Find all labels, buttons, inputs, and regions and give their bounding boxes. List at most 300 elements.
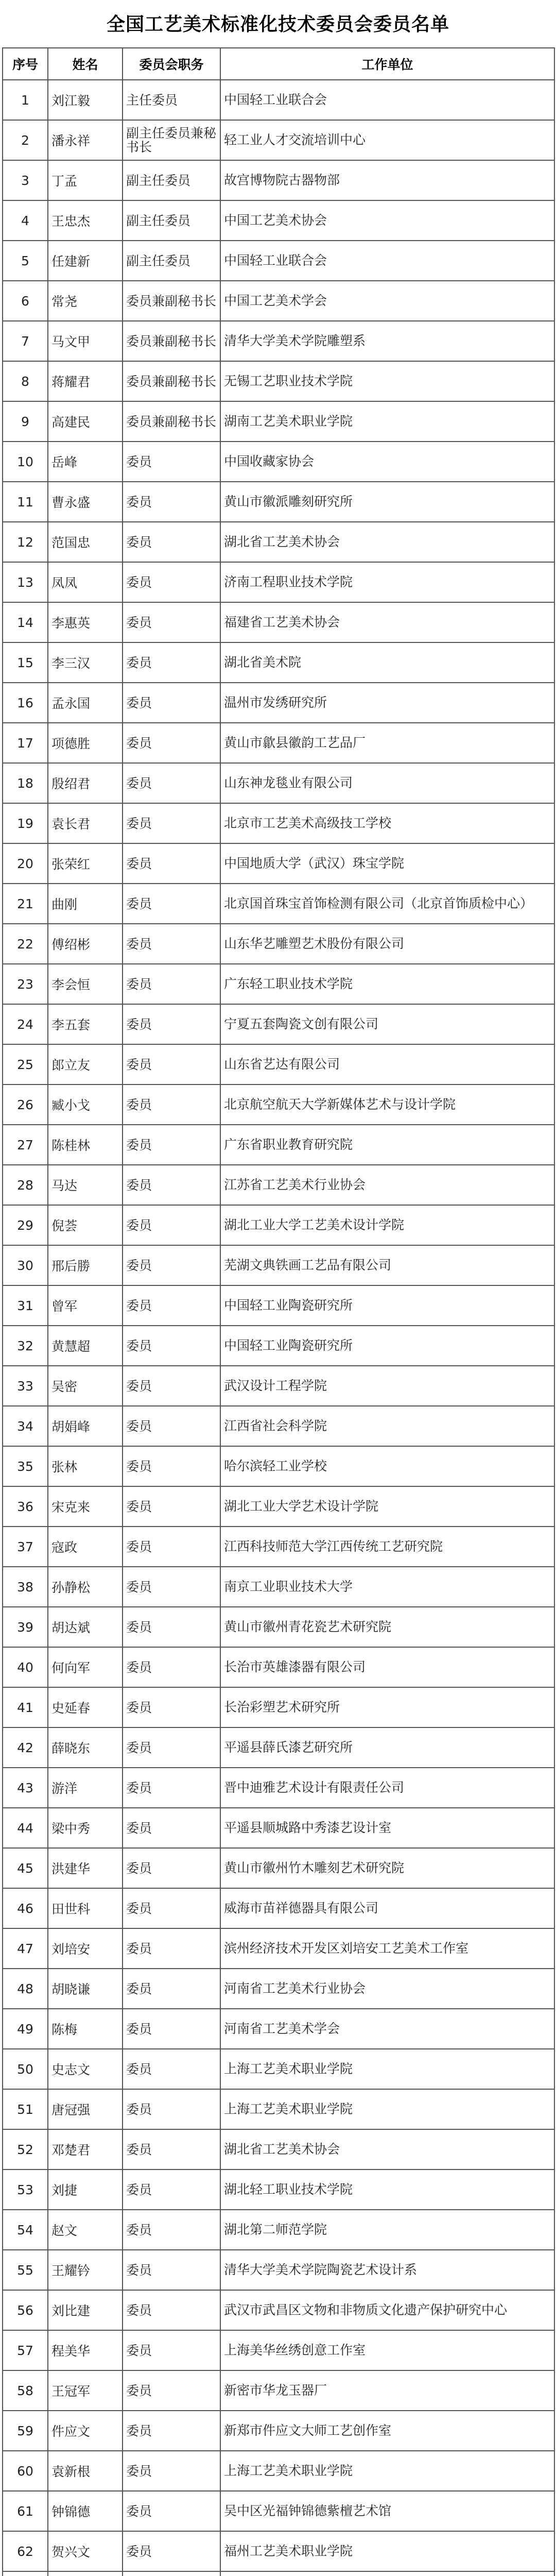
member-organization: 南京工业职业技术大学 xyxy=(220,1567,554,1607)
member-role: 委员 xyxy=(123,2370,220,2411)
member-organization: 湖北第二师范学院 xyxy=(220,2210,554,2250)
table-header xyxy=(3,48,554,80)
member-name: 潘永祥 xyxy=(48,120,123,160)
member-organization: 福建省工艺美术协会 xyxy=(220,602,554,642)
member-role: 委员 xyxy=(123,1165,220,1205)
member-role: 委员 xyxy=(123,2089,220,2129)
member-name: 郎立友 xyxy=(48,1044,123,1084)
member-role: 委员 xyxy=(123,1647,220,1687)
member-number: 52 xyxy=(3,2129,48,2170)
member-role: 副主任委员 xyxy=(123,241,220,281)
table-row xyxy=(3,1607,554,1647)
member-organization: 黄山市徽州青花瓷艺术研究院 xyxy=(220,1607,554,1647)
member-role: 副主任委员兼秘书长 xyxy=(123,120,220,160)
table-row xyxy=(3,2411,554,2451)
member-name: 李惠英 xyxy=(48,602,123,642)
member-organization: 中国工艺美术学会 xyxy=(220,281,554,321)
member-name: 高建民 xyxy=(48,401,123,442)
table-body xyxy=(3,80,554,2576)
member-name: 刘捷 xyxy=(48,2170,123,2210)
table-row xyxy=(3,1004,554,1044)
member-role: 委员 xyxy=(123,1406,220,1446)
member-role: 委员兼副秘书长 xyxy=(123,321,220,361)
table-row xyxy=(3,1125,554,1165)
table-row xyxy=(3,1366,554,1406)
member-role: 委员 xyxy=(123,1928,220,1969)
member-name: 何向军 xyxy=(48,1647,123,1687)
member-organization: 中国工艺美术协会 xyxy=(220,200,554,241)
member-name: 贺兴文 xyxy=(48,2531,123,2571)
member-role: 委员 xyxy=(123,723,220,763)
member-role: 委员 xyxy=(123,1004,220,1044)
member-organization: 山东省艺达有限公司 xyxy=(220,1044,554,1084)
member-name: 傅绍彬 xyxy=(48,924,123,964)
member-number: 11 xyxy=(3,482,48,522)
member-role: 委员 xyxy=(123,442,220,482)
header-row xyxy=(3,48,554,80)
table-row xyxy=(3,1406,554,1446)
member-organization: 长治彩塑艺术研究所 xyxy=(220,1687,554,1727)
member-name: 蒋耀君 xyxy=(48,361,123,401)
member-number: 14 xyxy=(3,602,48,642)
member-organization: 晋中迪雅艺术设计有限责任公司 xyxy=(220,1768,554,1808)
member-number: 26 xyxy=(3,1084,48,1125)
member-name: 陈梅 xyxy=(48,2009,123,2049)
member-organization: 新密市华龙玉器厂 xyxy=(220,2370,554,2411)
member-number: 54 xyxy=(3,2210,48,2250)
member-name: 胡娟峰 xyxy=(48,1406,123,1446)
member-organization xyxy=(220,2571,554,2576)
member-name: 殷绍君 xyxy=(48,763,123,803)
member-name: 胡达斌 xyxy=(48,1607,123,1647)
member-organization: 上海工艺美术职业学院 xyxy=(220,2089,554,2129)
member-role: 委员 xyxy=(123,1486,220,1527)
member-number: 51 xyxy=(3,2089,48,2129)
member-number: 53 xyxy=(3,2170,48,2210)
member-name: 唐冠强 xyxy=(48,2089,123,2129)
member-name: 刘培安 xyxy=(48,1928,123,1969)
member-name: 张荣红 xyxy=(48,843,123,884)
member-role: 委员 xyxy=(123,1808,220,1848)
table-row xyxy=(3,2451,554,2491)
member-organization: 中国轻工业联合会 xyxy=(220,241,554,281)
member-number: 39 xyxy=(3,1607,48,1647)
table-row xyxy=(3,1044,554,1084)
member-number: 41 xyxy=(3,1687,48,1727)
member-number: 17 xyxy=(3,723,48,763)
table-row xyxy=(3,1848,554,1888)
member-organization: 江苏省工艺美术行业协会 xyxy=(220,1165,554,1205)
table-row xyxy=(3,2170,554,2210)
member-name: 孙静松 xyxy=(48,1567,123,1607)
table-row xyxy=(3,2250,554,2290)
member-name: 件应文 xyxy=(48,2411,123,2451)
table-row xyxy=(3,2330,554,2370)
member-role: 主任委员 xyxy=(123,80,220,120)
member-role: 委员 xyxy=(123,1285,220,1326)
member-role: 委员 xyxy=(123,2250,220,2290)
member-role: 委员 xyxy=(123,602,220,642)
member-organization: 滨州经济技术开发区刘培安工艺美术工作室 xyxy=(220,1928,554,1969)
member-number: 38 xyxy=(3,1567,48,1607)
member-role: 委员 xyxy=(123,2411,220,2451)
table-row xyxy=(3,763,554,803)
member-number: 50 xyxy=(3,2049,48,2089)
table-row xyxy=(3,1205,554,1245)
member-number: 2 xyxy=(3,120,48,160)
member-organization: 武汉设计工程学院 xyxy=(220,1366,554,1406)
member-role: 委员兼副秘书长 xyxy=(123,401,220,442)
member-organization: 芜湖文典铁画工艺品有限公司 xyxy=(220,1245,554,1285)
member-number: 7 xyxy=(3,321,48,361)
member-number: 31 xyxy=(3,1285,48,1326)
table-row xyxy=(3,2571,554,2576)
member-organization: 平遥县顺城路中秀漆艺设计室 xyxy=(220,1808,554,1848)
member-organization: 湖北工业大学工艺美术设计学院 xyxy=(220,1205,554,1245)
member-number: 27 xyxy=(3,1125,48,1165)
member-number: 33 xyxy=(3,1366,48,1406)
member-organization: 湖北省工艺美术协会 xyxy=(220,2129,554,2170)
table-row xyxy=(3,642,554,683)
table-row xyxy=(3,2491,554,2531)
member-number: 62 xyxy=(3,2531,48,2571)
member-name: 胡晓谦 xyxy=(48,1969,123,2009)
member-role: 副主任委员 xyxy=(123,160,220,200)
member-organization: 河南省工艺美术行业协会 xyxy=(220,1969,554,2009)
member-name: 刘比建 xyxy=(48,2290,123,2330)
member-role: 委员 xyxy=(123,562,220,602)
header-role: 委员会职务 xyxy=(123,48,220,80)
member-role: 委员兼副秘书长 xyxy=(123,361,220,401)
table-row xyxy=(3,1446,554,1486)
member-name: 王耀钤 xyxy=(48,2250,123,2290)
table-row xyxy=(3,723,554,763)
header-name: 姓名 xyxy=(48,48,123,80)
member-name: 张林 xyxy=(48,1446,123,1486)
member-number: 6 xyxy=(3,281,48,321)
table-row xyxy=(3,80,554,120)
member-name: 黄慧超 xyxy=(48,1326,123,1366)
member-role: 委员 xyxy=(123,683,220,723)
member-role: 委员 xyxy=(123,2531,220,2571)
table-row xyxy=(3,843,554,884)
member-role: 委员 xyxy=(123,522,220,562)
member-organization: 轻工业人才交流培训中心 xyxy=(220,120,554,160)
member-number: 4 xyxy=(3,200,48,241)
member-number xyxy=(3,2571,48,2576)
table-row xyxy=(3,602,554,642)
table-row xyxy=(3,2089,554,2129)
table-row xyxy=(3,2009,554,2049)
member-number: 60 xyxy=(3,2451,48,2491)
member-role: 委员 xyxy=(123,2491,220,2531)
table-row xyxy=(3,1165,554,1205)
table-row xyxy=(3,241,554,281)
member-role: 委员 xyxy=(123,1888,220,1928)
member-number: 49 xyxy=(3,2009,48,2049)
member-role: 委员 xyxy=(123,1768,220,1808)
member-name: 田世科 xyxy=(48,1888,123,1928)
member-organization: 武汉市武昌区文物和非物质文化遗产保护研究中心 xyxy=(220,2290,554,2330)
member-name: 钟锦德 xyxy=(48,2491,123,2531)
member-name: 常尧 xyxy=(48,281,123,321)
table-row xyxy=(3,1888,554,1928)
member-name: 洪建华 xyxy=(48,1848,123,1888)
member-role: 委员 xyxy=(123,1326,220,1366)
member-number: 28 xyxy=(3,1165,48,1205)
table-row xyxy=(3,442,554,482)
table-row xyxy=(3,1326,554,1366)
member-name: 刘江毅 xyxy=(48,80,123,120)
member-role: 委员 xyxy=(123,482,220,522)
member-table xyxy=(2,47,555,2576)
member-name: 梁中秀 xyxy=(48,1808,123,1848)
table-row xyxy=(3,1969,554,2009)
member-role: 委员 xyxy=(123,1687,220,1727)
table-row xyxy=(3,1527,554,1567)
member-organization: 温州市发绣研究所 xyxy=(220,683,554,723)
member-name: 史延春 xyxy=(48,1687,123,1727)
member-role: 委员 xyxy=(123,924,220,964)
member-name: 丁孟 xyxy=(48,160,123,200)
member-number: 37 xyxy=(3,1527,48,1567)
member-name: 孟永国 xyxy=(48,683,123,723)
member-number: 19 xyxy=(3,803,48,843)
table-row xyxy=(3,361,554,401)
member-name: 史志文 xyxy=(48,2049,123,2089)
member-name: 臧小戈 xyxy=(48,1084,123,1125)
table-row xyxy=(3,522,554,562)
member-role: 委员 xyxy=(123,2451,220,2491)
member-role: 委员 xyxy=(123,2210,220,2250)
document-title: 全国工艺美术标准化技术委员会委员名单 xyxy=(106,13,449,35)
member-number: 8 xyxy=(3,361,48,401)
header-organization: 工作单位 xyxy=(220,48,554,80)
member-number: 57 xyxy=(3,2330,48,2370)
member-role: 委员 xyxy=(123,1607,220,1647)
member-organization: 上海工艺美术职业学院 xyxy=(220,2451,554,2491)
member-number: 16 xyxy=(3,683,48,723)
header-number: 序号 xyxy=(3,48,48,80)
table-row xyxy=(3,482,554,522)
member-name: 李三汉 xyxy=(48,642,123,683)
table-row xyxy=(3,803,554,843)
member-number: 30 xyxy=(3,1245,48,1285)
member-organization: 新郑市件应文大师工艺创作室 xyxy=(220,2411,554,2451)
member-role: 委员 xyxy=(123,2049,220,2089)
member-organization: 长治市英雄漆器有限公司 xyxy=(220,1647,554,1687)
table-row xyxy=(3,1687,554,1727)
member-number: 13 xyxy=(3,562,48,602)
member-name: 赵文 xyxy=(48,2210,123,2250)
member-role: 委员 xyxy=(123,1527,220,1567)
member-organization: 无锡工艺职业技术学院 xyxy=(220,361,554,401)
member-number: 61 xyxy=(3,2491,48,2531)
member-organization: 江西省社会科学院 xyxy=(220,1406,554,1446)
member-name: 凤凤 xyxy=(48,562,123,602)
member-number: 55 xyxy=(3,2250,48,2290)
member-name: 李会恒 xyxy=(48,964,123,1004)
table-row xyxy=(3,160,554,200)
table-row xyxy=(3,401,554,442)
member-number: 43 xyxy=(3,1768,48,1808)
member-organization: 湖北省工艺美术协会 xyxy=(220,522,554,562)
member-role: 委员 xyxy=(123,1084,220,1125)
member-role: 委员 xyxy=(123,642,220,683)
member-organization: 广东轻工职业技术学院 xyxy=(220,964,554,1004)
member-organization: 河南省工艺美术学会 xyxy=(220,2009,554,2049)
member-organization: 中国轻工业陶瓷研究所 xyxy=(220,1285,554,1326)
member-role: 委员 xyxy=(123,2330,220,2370)
table-row xyxy=(3,1084,554,1125)
member-number: 34 xyxy=(3,1406,48,1446)
member-organization: 中国轻工业陶瓷研究所 xyxy=(220,1326,554,1366)
member-organization: 北京国首珠宝首饰检测有限公司（北京首饰质检中心） xyxy=(220,884,554,924)
member-number: 56 xyxy=(3,2290,48,2330)
member-organization: 上海工艺美术职业学院 xyxy=(220,2049,554,2089)
table-row xyxy=(3,2370,554,2411)
member-role: 委员 xyxy=(123,1567,220,1607)
member-role: 委员 xyxy=(123,964,220,1004)
table-row xyxy=(3,2531,554,2571)
member-organization: 湖北省美术院 xyxy=(220,642,554,683)
member-role: 委员 xyxy=(123,763,220,803)
member-name: 游洋 xyxy=(48,1768,123,1808)
member-number: 24 xyxy=(3,1004,48,1044)
table-row xyxy=(3,2210,554,2250)
member-organization: 北京航空航天大学新媒体艺术与设计学院 xyxy=(220,1084,554,1125)
member-number: 3 xyxy=(3,160,48,200)
member-role: 委员 xyxy=(123,1366,220,1406)
member-role: 委员 xyxy=(123,1969,220,2009)
member-name: 马达 xyxy=(48,1165,123,1205)
member-role: 副主任委员 xyxy=(123,200,220,241)
member-name xyxy=(48,2571,123,2576)
table-row xyxy=(3,964,554,1004)
member-number: 58 xyxy=(3,2370,48,2411)
member-organization: 山东华艺雕塑艺术股份有限公司 xyxy=(220,924,554,964)
member-name: 王忠杰 xyxy=(48,200,123,241)
member-role: 委员 xyxy=(123,1044,220,1084)
table-row xyxy=(3,1567,554,1607)
member-organization: 广东省职业教育研究院 xyxy=(220,1125,554,1165)
member-number: 21 xyxy=(3,884,48,924)
member-organization: 湖南工艺美术职业学院 xyxy=(220,401,554,442)
member-name: 任建新 xyxy=(48,241,123,281)
member-number: 15 xyxy=(3,642,48,683)
member-role: 委员 xyxy=(123,2290,220,2330)
member-role xyxy=(123,2571,220,2576)
member-name: 岳峰 xyxy=(48,442,123,482)
member-number: 47 xyxy=(3,1928,48,1969)
member-name: 曾军 xyxy=(48,1285,123,1326)
member-organization: 宁夏五套陶瓷文创有限公司 xyxy=(220,1004,554,1044)
member-organization: 吴中区光福钟锦德紫檀艺术馆 xyxy=(220,2491,554,2531)
table-row xyxy=(3,1285,554,1326)
member-role: 委员 xyxy=(123,2129,220,2170)
member-number: 23 xyxy=(3,964,48,1004)
member-number: 32 xyxy=(3,1326,48,1366)
member-number: 45 xyxy=(3,1848,48,1888)
member-name: 邢后勝 xyxy=(48,1245,123,1285)
member-organization: 中国地质大学（武汉）珠宝学院 xyxy=(220,843,554,884)
member-name: 王冠军 xyxy=(48,2370,123,2411)
table-row xyxy=(3,1486,554,1527)
member-name: 马文甲 xyxy=(48,321,123,361)
member-organization: 中国收藏家协会 xyxy=(220,442,554,482)
member-organization: 北京市工艺美术高级技工学校 xyxy=(220,803,554,843)
member-role: 委员 xyxy=(123,2170,220,2210)
member-organization: 故宫博物院古器物部 xyxy=(220,160,554,200)
member-name: 邓楚君 xyxy=(48,2129,123,2170)
table-row xyxy=(3,884,554,924)
table-row xyxy=(3,321,554,361)
table-row xyxy=(3,2049,554,2089)
member-name: 袁新根 xyxy=(48,2451,123,2491)
table-row xyxy=(3,200,554,241)
member-number: 44 xyxy=(3,1808,48,1848)
member-number: 25 xyxy=(3,1044,48,1084)
member-organization: 上海美华丝绣创意工作室 xyxy=(220,2330,554,2370)
member-organization: 湖北轻工职业技术学院 xyxy=(220,2170,554,2210)
table-row xyxy=(3,120,554,160)
member-name: 倪荟 xyxy=(48,1205,123,1245)
member-name: 寇政 xyxy=(48,1527,123,1567)
member-role: 委员 xyxy=(123,1727,220,1768)
member-organization: 清华大学美术学院陶瓷艺术设计系 xyxy=(220,2250,554,2290)
member-organization: 济南工程职业技术学院 xyxy=(220,562,554,602)
table-row xyxy=(3,2290,554,2330)
table-row xyxy=(3,683,554,723)
member-number: 20 xyxy=(3,843,48,884)
table-row xyxy=(3,924,554,964)
member-name: 范国忠 xyxy=(48,522,123,562)
table-row xyxy=(3,281,554,321)
table-row xyxy=(3,1245,554,1285)
member-number: 35 xyxy=(3,1446,48,1486)
member-number: 1 xyxy=(3,80,48,120)
member-number: 29 xyxy=(3,1205,48,1245)
member-role: 委员 xyxy=(123,2009,220,2049)
member-organization: 中国轻工业联合会 xyxy=(220,80,554,120)
member-number: 40 xyxy=(3,1647,48,1687)
member-organization: 平遥县薛氏漆艺研究所 xyxy=(220,1727,554,1768)
member-name: 曹永盛 xyxy=(48,482,123,522)
member-organization: 黄山市歙县徽韵工艺品厂 xyxy=(220,723,554,763)
table-row xyxy=(3,1768,554,1808)
table-row xyxy=(3,2129,554,2170)
member-number: 22 xyxy=(3,924,48,964)
member-role: 委员 xyxy=(123,843,220,884)
member-name: 宋克来 xyxy=(48,1486,123,1527)
member-number: 46 xyxy=(3,1888,48,1928)
member-number: 36 xyxy=(3,1486,48,1527)
member-number: 5 xyxy=(3,241,48,281)
table-row xyxy=(3,1808,554,1848)
member-number: 48 xyxy=(3,1969,48,2009)
member-role: 委员 xyxy=(123,1125,220,1165)
member-name: 李五套 xyxy=(48,1004,123,1044)
member-organization: 江西科技师范大学江西传统工艺研究院 xyxy=(220,1527,554,1567)
member-name: 薛晓东 xyxy=(48,1727,123,1768)
member-number: 9 xyxy=(3,401,48,442)
member-role: 委员 xyxy=(123,884,220,924)
member-name: 程美华 xyxy=(48,2330,123,2370)
table-row xyxy=(3,562,554,602)
table-row xyxy=(3,1727,554,1768)
member-organization: 福州工艺美术职业学院 xyxy=(220,2531,554,2571)
member-organization: 威海市苗祥德器具有限公司 xyxy=(220,1888,554,1928)
